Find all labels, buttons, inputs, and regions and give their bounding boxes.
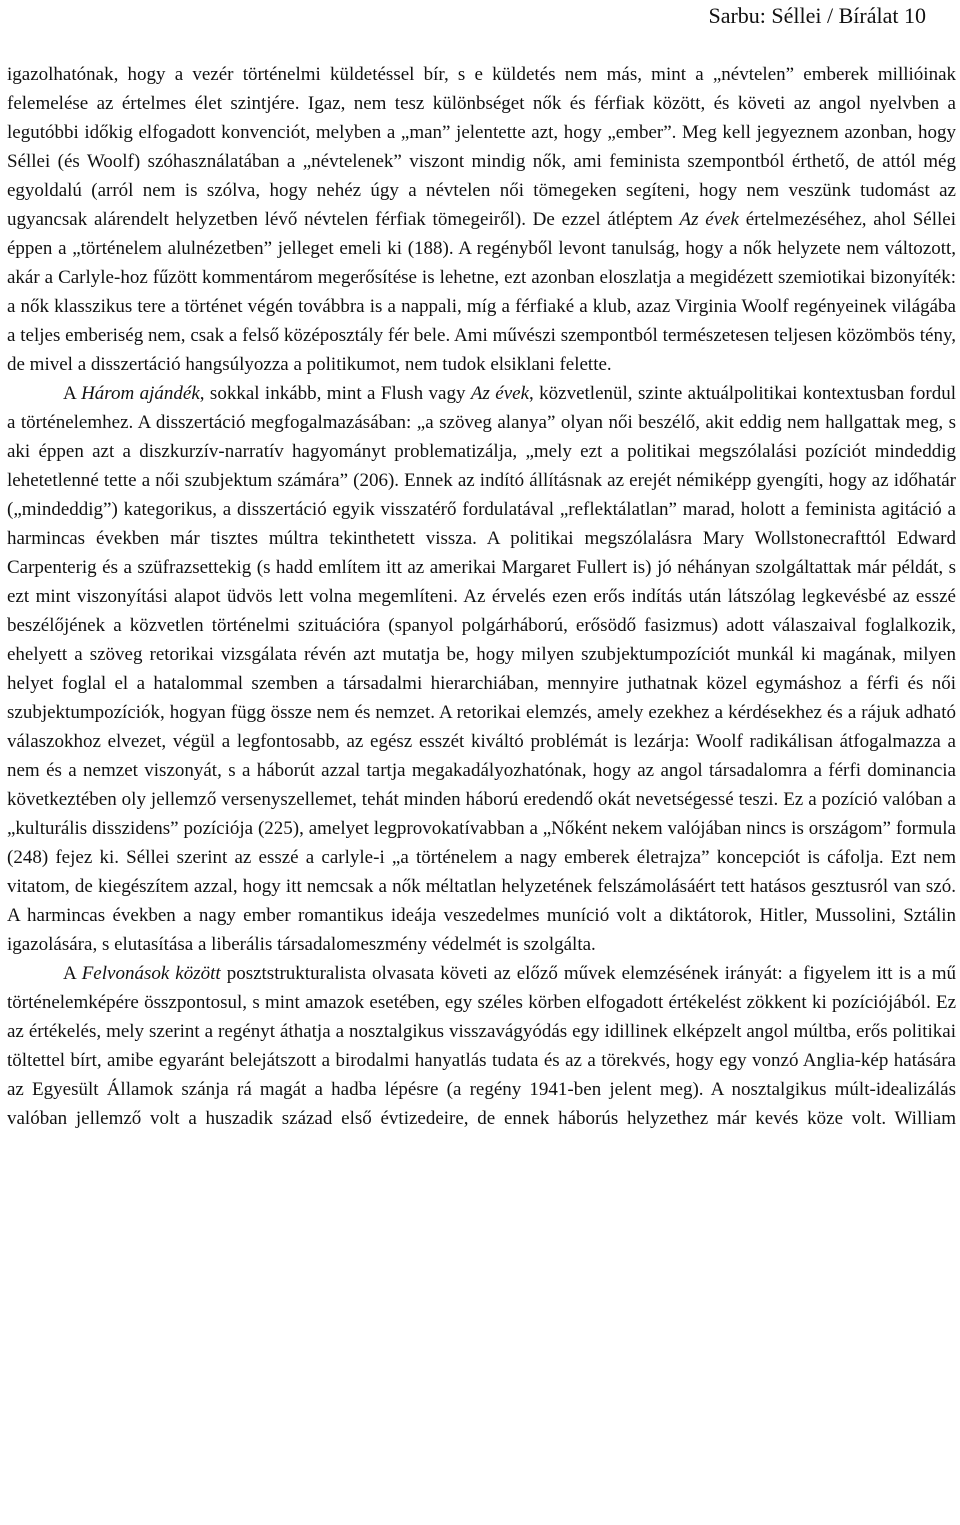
running-header: Sarbu: Séllei / Bírálat 10 (708, 3, 926, 28)
paragraph-2 (7, 379, 956, 959)
paragraph-3 (7, 959, 956, 1133)
paragraph-2-title-harom-ajandek: Három ajándék (81, 383, 200, 404)
paragraph-2-text-2: , sokkal inkább, mint a Flush vagy (199, 383, 471, 404)
paragraph-1 (7, 60, 956, 379)
paragraph-2-title-az-evek: Az évek (470, 383, 529, 404)
paragraph-1-title-az-evek: Az évek (679, 209, 739, 230)
body-text (7, 60, 956, 1133)
paragraph-3-text-2: posztstrukturalista olvasata követi az előző művek elemzésének irányát: a figyelem itt is a mű történelemképére összpontosul, s mint amazok esetében, egy széles körben elfogadott értékelést zökkent ki pozíciójából. Ez az értékelés, mely szerint a regényt áthatja a nosztalgikus visszavágyódás egy idillinek elképzelt angol múltba, erős politikai töltettel bírt, amibe egyaránt belejátszott a birodalmi hanyatlás tudata és az a törekvés, hogy egy vonzó Anglia-kép hatására az Egyesült Államok szánja rá magát a hadba lépésre (a regény 1941-ben jelent meg). A nosztalgikus múlt-idealizálás valóban jellemző volt a huszadik század első évtizedeire, de ennek háborús helyzethez már kevés köze volt. William (7, 963, 956, 1129)
paragraph-3-title-felvonasok-kozott: Felvonások között (81, 963, 221, 984)
paragraph-2-text-3: , közvetlenül, szinte aktuálpolitikai kontextusban fordul a történelemhez. A disszertáció megfogalmazásában: „a szöveg alanya” olyan női beszélő, akit eddig nem hallgattak meg, s aki éppen azt a diszkurzív-narratív hagyományt problematizálja, „mely ezt a politikai megszólalási pozíciót mindeddig lehetetlenné tette a női szubjektum számára” (206). Ennek az indító állításnak az erejét némiképp gyengíti, hogy az időhatár („mindeddig”) kategorikus, a disszertáció egyik visszatérő fordulatával „reflektálatlan” marad, holott a feminista agitáció a harmincas években már tisztes múltra tekinthetett vissza. A politikai megszólalásra Mary Wollstonecrafttól Edward Carpenterig és a szüfrazsettekig (s hadd említem itt az amerikai Margaret Fullert is) jó néhányan szolgáltattak már példát, s ezt mint viszonyítási alapot üdvös lett volna megemlíteni. Az érvelés ezen erős indítás után látszólag legkevésbé az esszé beszélőjének a közvetlen történelmi szituációra (spanyol polgárháború, erősödő fasizmus) adott válaszaival foglalkozik, ehelyett a szöveg retorikai vizsgálata révén azt mutatja be, hogy milyen szubjektumpozíciót munkál ki magának, milyen helyet foglal el a hatalommal szemben a társadalmi hierarchiában, mennyire juthatnak közel egymáshoz a férfi és női szubjektumpozíciók, hogyan függ össze nem és nemzet. A retorikai elemzés, amely ezekhez a kérdésekhez és a rájuk adható válaszokhoz elvezet, végül a legfontosabb, az egész esszét kiváltó problémát is lezárja: Woolf radikálisan átfogalmazza a nem és a nemzet viszonyát, s a háborút azzal tartja megakadályozhatónak, hogy az angol társadalomra a férfi dominancia következtében oly jellemző versenyszellemet, tehát minden háború eredendő okát nevetségessé teszi. Ez a pozíció valóban a „kulturális disszidens” pozíciója (225), amelyet legprovokatívabban a „Nőként nekem valójában nincs is országom” formula (248) fejez ki. Séllei szerint az esszé a carlyle-i „a történelem a nagy emberek életrajza” koncepciót is cáfolja. Ezt nem vitatom, de kiegészítem azzal, hogy itt nemcsak a nők méltatlan helyzetének felszámolásáért tett hatásos gesztusról van szó. A harmincas években a nagy ember romantikus ideája veszedelmes muníció volt a diktátorok, Hitler, Mussolini, Sztálin igazolására, s elutasítása a liberális társadalomeszmény védelmét is szolgálta. (7, 383, 956, 955)
paragraph-1-text-2: értelmezéséhez, ahol Séllei éppen a „történelem alulnézetben” jelleget emeli ki (188). A regényből levont tanulság, hogy a nők helyzete nem változott, akár a Carlyle-hoz fűzött kommentárom megerősítése is lehetne, ezt azonban eloszlatja a megidézett szemiotikai bizonyíték: a nők klasszikus tere a történet végén továbbra is a nappali, míg a férfiaké a klub, azaz Virginia Woolf regényeinek világába a teljes emberiség nem, csak a felső középosztály fér bele. Ami művészi szempontból természetesen teljesen közömbös tény, de mivel a disszertáció hangsúlyozza a politikumot, nem tudok elsiklani felette. (7, 209, 956, 375)
paragraph-1-text-1: igazolhatónak, hogy a vezér történelmi küldetéssel bír, s e küldetés nem más, mint a „névtelen” emberek millióinak felemelése az értelmes élet szintjére. Igaz, nem tesz különbséget nők és férfiak között, és követi az angol nyelvben a legutóbbi időkig elfogadott konvenciót, melyben a „man” jelentette azt, hogy „ember”. Meg kell jegyeznem azonban, hogy Séllei (és Woolf) szóhasználatában a „névtelenek” viszont mindig nők, ami feminista szempontból érthető, de attól még egyoldalú (arról nem is szólva, hogy nehéz úgy a névtelen női tömegeken segíteni, hogy nem veszünk tudomást az ugyancsak alárendelt helyzetben lévő névtelen férfiak tömegeiről). De ezzel átléptem (7, 64, 956, 230)
paragraph-3-text-1: A (63, 963, 82, 984)
paragraph-2-text-1: A (63, 383, 82, 404)
